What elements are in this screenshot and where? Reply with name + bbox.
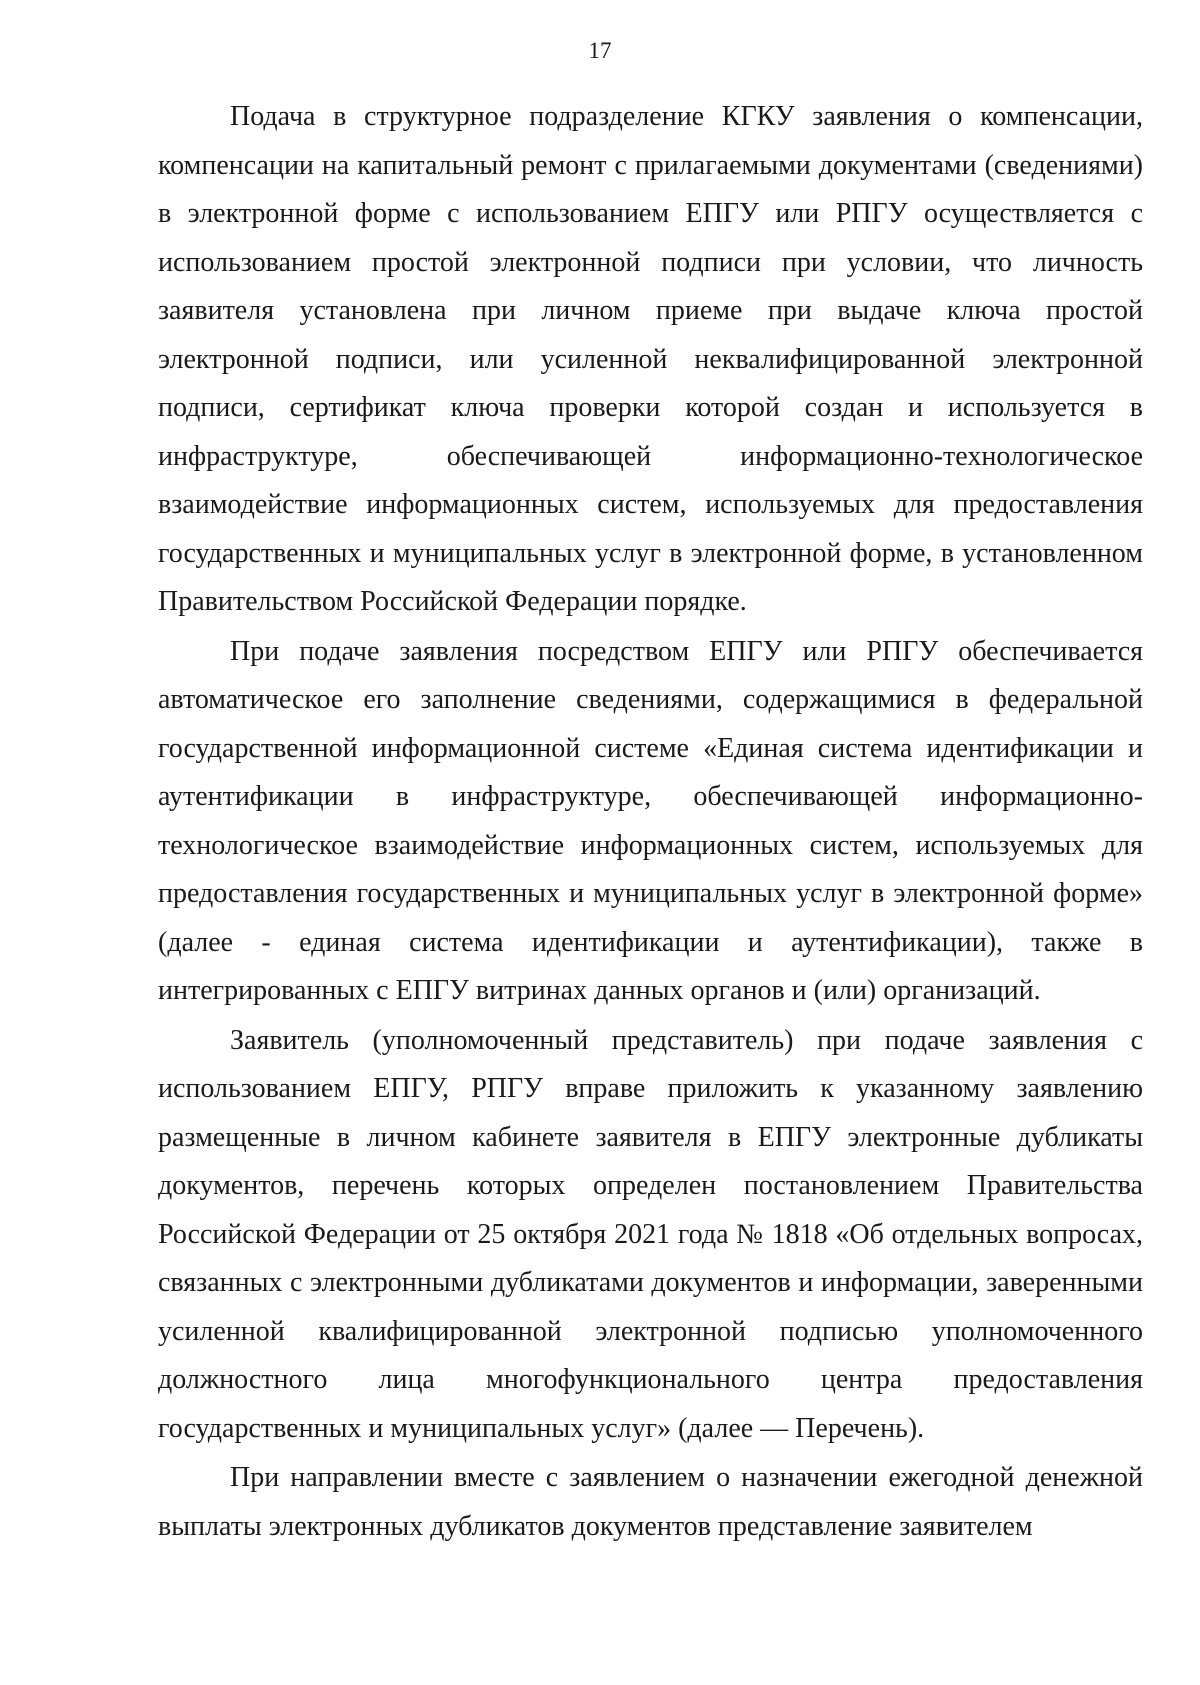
paragraph-4: При направлении вместе с заявлением о назначении ежегодной денежной выплаты электронных дубликатов документов представление заявителем <box>158 1462 1143 1542</box>
paragraph-1: Подача в структурное подразделение КГКУ заявления о компенсации, компенсации на капитальный ремонт с прилагаемыми документами (сведениями) в электронной форме с использованием ЕПГУ или РПГУ осуществляется с использованием простой электронной подписи при условии, что личность заявителя установлена при личном приеме при выдаче ключа простой электронной подписи, или усиленной неквалифицированной электронной подписи, сертификат ключа проверки которой создан и используется в инфраструктуре, обеспечивающей информационно-технологическое взаимодействие информационных систем, используемых для предоставления государственных и муниципальных услуг в электронной форме, в установленном Правительством Российской Федерации порядке. <box>158 101 1143 617</box>
page-number: 17 <box>588 38 612 63</box>
paragraph-3: Заявитель (уполномоченный представитель) при подаче заявления с использованием ЕПГУ, РПГУ вправе приложить к указанному заявлению размещенные в личном кабинете заявителя в ЕПГУ электронные дубликаты документов, перечень которых определен постановлением Правительства Российской Федерации от 25 октября 2021 года № 1818 «Об отдельных вопросах, связанных с электронными дубликатами документов и информации, заверенными усиленной квалифицированной электронной подписью уполномоченного должностного лица многофункционального центра предоставления государственных и муниципальных услуг» (далее — Перечень). <box>158 1024 1143 1444</box>
document-body <box>158 93 1143 1552</box>
paragraph-2: При подаче заявления посредством ЕПГУ или РПГУ обеспечивается автоматическое его заполнение сведениями, содержащимися в федеральной государственной информационной системе «Единая система идентификации и аутентификации в инфраструктуре, обеспечивающей информационно-технологическое взаимодействие информационных систем, используемых для предоставления государственных и муниципальных услуг в электронной форме» (далее - единая система идентификации и аутентификации), также в интегрированных с ЕПГУ витринах данных органов и (или) организаций. <box>158 635 1143 1006</box>
